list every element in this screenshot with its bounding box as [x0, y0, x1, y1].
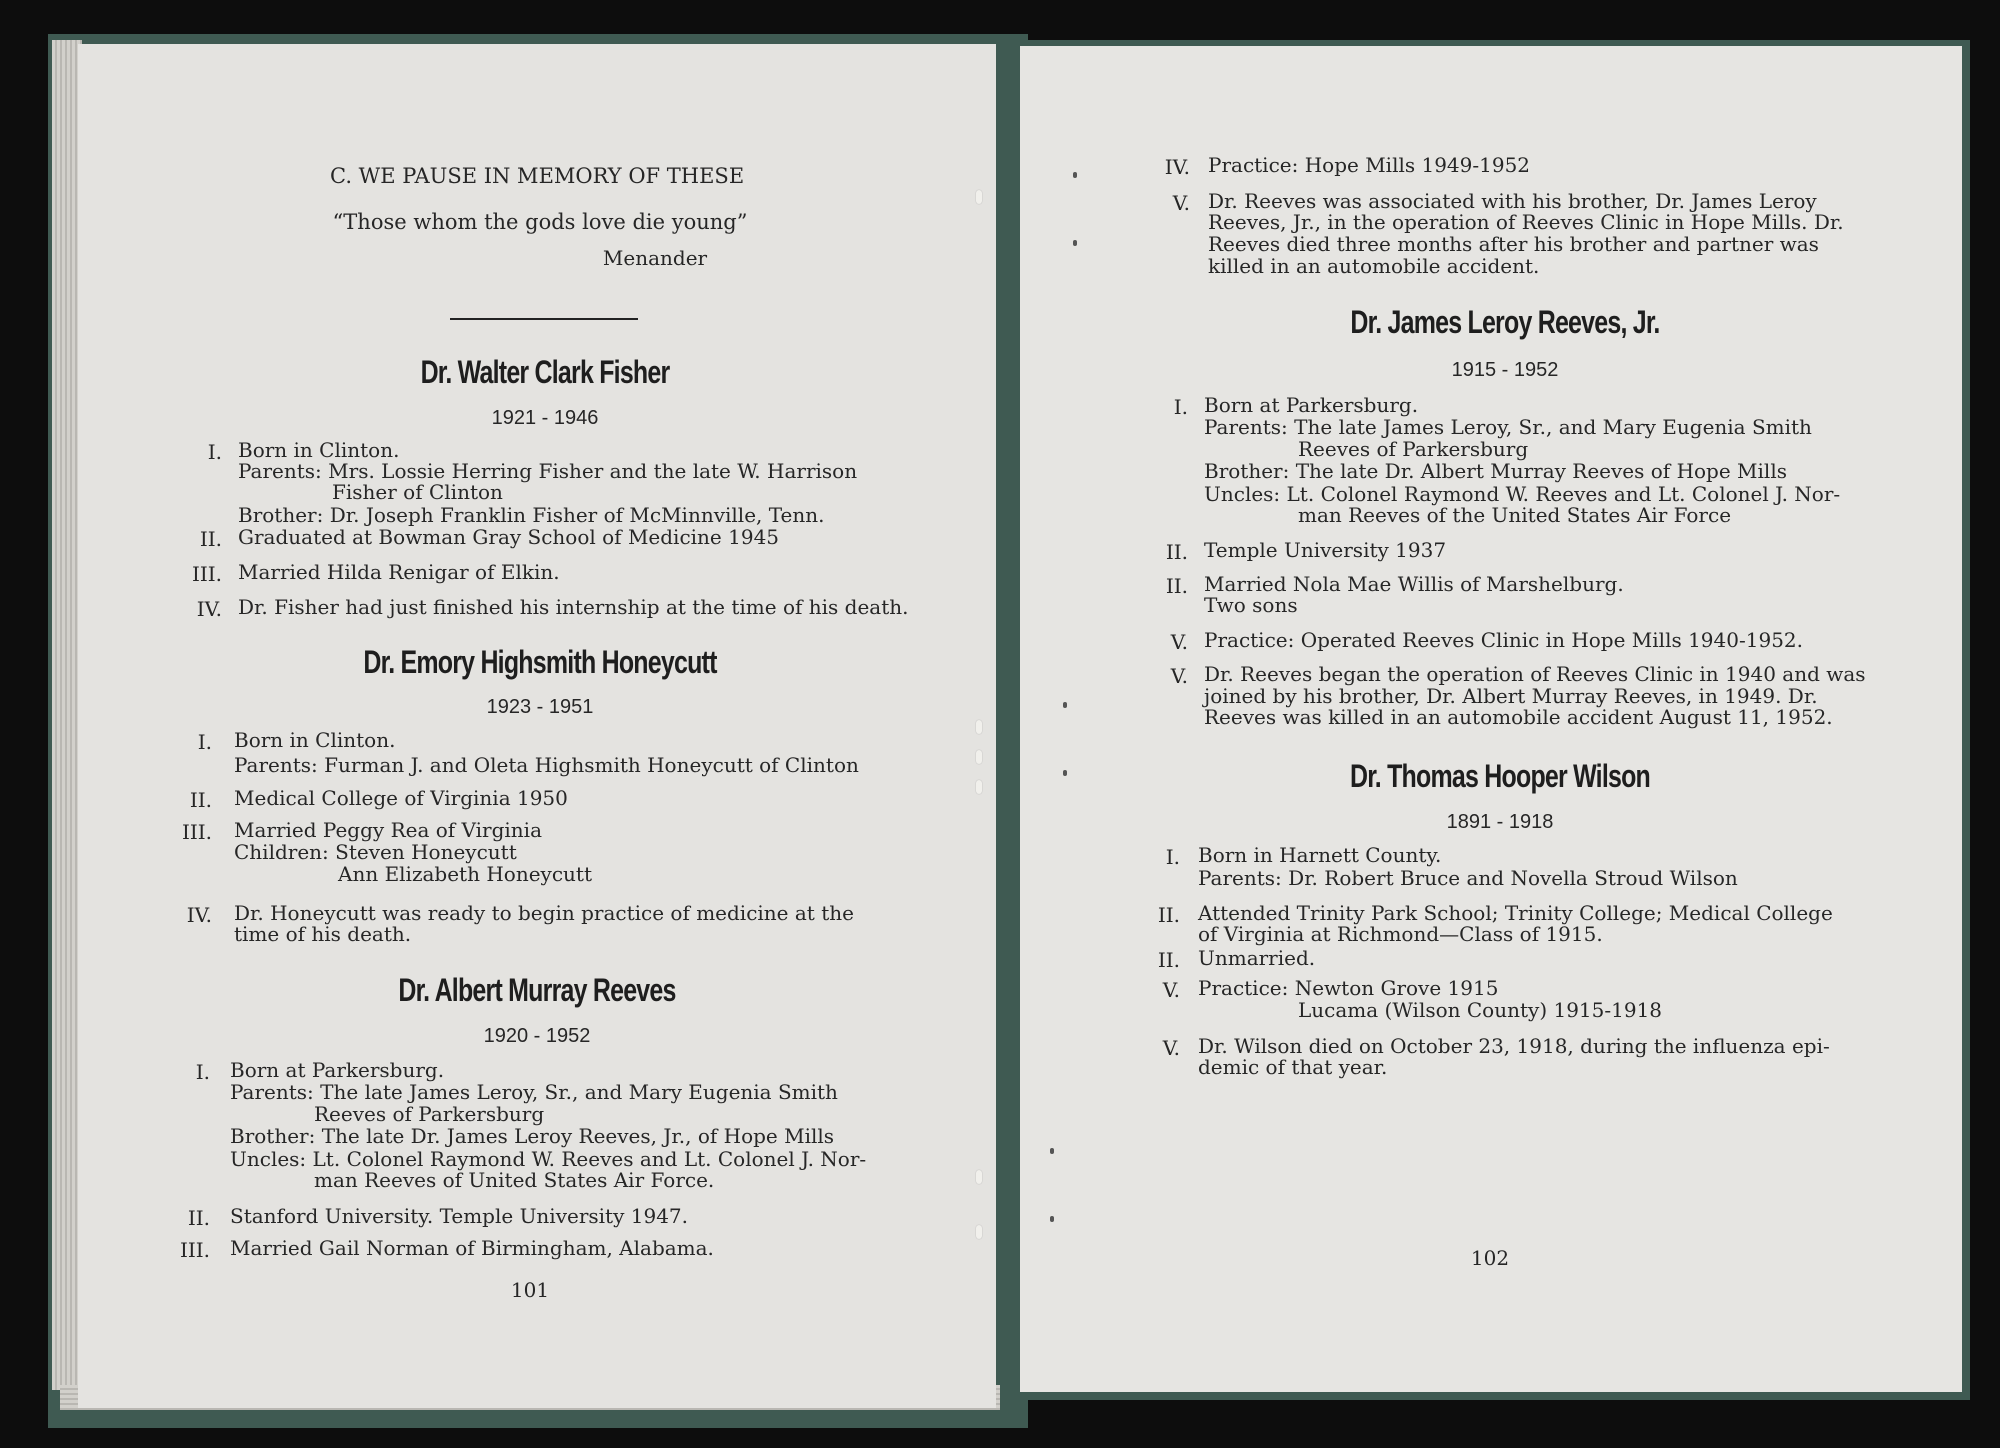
item-numeral: II. [1157, 903, 1180, 927]
item-numeral: I. [207, 440, 222, 464]
item-numeral: III. [179, 1238, 210, 1262]
item-numeral: IV. [186, 903, 212, 927]
item-numeral: II. [199, 527, 222, 551]
item-text: Born in Clinton. [238, 438, 400, 462]
entry-name: Dr. Albert Murray Reeves [398, 972, 676, 1008]
item-text: time of his death. [234, 922, 412, 946]
entry-years: 1891 - 1918 [1446, 811, 1554, 833]
item-text: Uncles: Lt. Colonel Raymond W. Reeves and Lt. Colonel J. Nor- [230, 1147, 867, 1171]
item-text: Unmarried. [1198, 946, 1316, 970]
item-text: man Reeves of the United States Air Force [1298, 503, 1732, 527]
item-text: Graduated at Bowman Gray School of Medicine 1945 [238, 525, 780, 549]
page-number: 101 [510, 1278, 550, 1302]
item-text: Dr. Reeves was associated with his brother, Dr. James Leroy [1208, 189, 1817, 213]
item-text: Uncles: Lt. Colonel Raymond W. Reeves and Lt. Colonel J. Nor- [1204, 482, 1841, 506]
item-text: Children: Steven Honeycutt [234, 840, 517, 864]
item-text: joined by his brother, Dr. Albert Murray Reeves, in 1949. Dr. [1204, 684, 1818, 708]
item-text: Reeves was killed in an automobile accident August 11, 1952. [1204, 705, 1833, 729]
binding-hole [1073, 240, 1077, 246]
binding-hole [1050, 1216, 1054, 1222]
entry-years: 1923 - 1951 [486, 696, 594, 718]
item-text: Practice: Newton Grove 1915 [1198, 976, 1499, 1000]
binding-hole [976, 1225, 982, 1239]
item-text: Dr. Reeves began the operation of Reeves Clinic in 1940 and was [1204, 662, 1866, 686]
item-text: Lucama (Wilson County) 1915-1918 [1298, 998, 1663, 1022]
entry-name: Dr. Thomas Hooper Wilson [1349, 758, 1651, 794]
item-numeral: IV. [196, 597, 222, 621]
epigraph-attribution: Menander [602, 246, 708, 270]
entry-name: Dr. Walter Clark Fisher [420, 354, 670, 390]
item-numeral: II. [1157, 948, 1180, 972]
divider-rule [450, 318, 638, 320]
item-numeral: I. [1165, 845, 1180, 869]
item-text: of Virginia at Richmond—Class of 1915. [1198, 922, 1603, 946]
epigraph-quote: “Those whom the gods love die young” [332, 210, 748, 234]
item-text: Brother: Dr. Joseph Franklin Fisher of McMinnville, Tenn. [238, 503, 825, 527]
item-text: Fisher of Clinton [332, 480, 503, 504]
item-numeral: I. [197, 730, 212, 754]
item-numeral: I. [1173, 395, 1188, 419]
item-text: Married Hilda Renigar of Elkin. [238, 560, 560, 584]
binding-hole [976, 750, 982, 764]
page-number: 102 [1470, 1246, 1510, 1270]
item-text: Married Peggy Rea of Virginia [234, 818, 542, 842]
section-heading: C. WE PAUSE IN MEMORY OF THESE [330, 164, 745, 188]
item-numeral: V. [1172, 191, 1190, 215]
binding-hole [1050, 1148, 1054, 1154]
item-text: Brother: The late Dr. James Leroy Reeves, Jr., of Hope Mills [230, 1124, 835, 1148]
item-text: Reeves, Jr., in the operation of Reeves Clinic in Hope Mills. Dr. [1208, 210, 1844, 234]
item-text: Born at Parkersburg. [1204, 393, 1419, 417]
entry-years: 1920 - 1952 [483, 1025, 591, 1047]
item-text: killed in an automobile accident. [1208, 254, 1540, 278]
binding-hole [976, 780, 982, 794]
item-text: Parents: The late James Leroy, Sr., and Mary Eugenia Smith [230, 1080, 838, 1104]
item-text: Born in Clinton. [234, 728, 396, 752]
binding-hole [976, 1170, 982, 1184]
item-numeral: III. [191, 562, 222, 586]
binding-hole [976, 720, 982, 734]
binding-hole [1063, 770, 1067, 776]
entry-years: 1921 - 1946 [491, 407, 599, 429]
item-numeral: V. [1170, 664, 1188, 688]
item-text: Brother: The late Dr. Albert Murray Reeves of Hope Mills [1204, 459, 1787, 483]
item-numeral: V. [1162, 978, 1180, 1002]
binding-hole [1063, 702, 1067, 708]
item-text: Reeves of Parkersburg [1298, 437, 1529, 461]
binding-hole [1073, 172, 1077, 178]
item-text: Ann Elizabeth Honeycutt [338, 862, 592, 886]
item-text: Married Nola Mae Willis of Marshelburg. [1204, 572, 1624, 596]
entry-name: Dr. Emory Highsmith Honeycutt [363, 644, 717, 680]
item-numeral: II. [187, 1206, 210, 1230]
item-numeral: V. [1170, 630, 1188, 654]
item-text: Parents: Dr. Robert Bruce and Novella Stroud Wilson [1198, 866, 1738, 890]
item-text: Reeves died three months after his brother and partner was [1208, 232, 1819, 256]
item-text: Born in Harnett County. [1198, 843, 1442, 867]
item-text: Medical College of Virginia 1950 [234, 786, 568, 810]
item-text: Parents: Furman J. and Oleta Highsmith Honeycutt of Clinton [234, 753, 859, 777]
item-numeral: II. [1165, 540, 1188, 564]
binding-hole [976, 190, 982, 204]
entry-name: Dr. James Leroy Reeves, Jr. [1350, 304, 1660, 340]
item-numeral: I. [195, 1060, 210, 1084]
item-text: Married Gail Norman of Birmingham, Alabama. [230, 1236, 714, 1260]
item-text: Two sons [1204, 593, 1298, 617]
item-numeral: IV. [1164, 155, 1190, 179]
item-text: Temple University 1937 [1204, 538, 1447, 562]
item-numeral: V. [1162, 1036, 1180, 1060]
item-text: man Reeves of United States Air Force. [314, 1168, 715, 1192]
item-text: Practice: Hope Mills 1949-1952 [1208, 153, 1531, 177]
item-text: Stanford University. Temple University 1947. [230, 1204, 689, 1228]
item-text: demic of that year. [1198, 1055, 1388, 1079]
item-numeral: III. [181, 820, 212, 844]
item-text: Born at Parkersburg. [230, 1058, 445, 1082]
item-text: Parents: Mrs. Lossie Herring Fisher and the late W. Harrison [238, 459, 858, 483]
item-text: Practice: Operated Reeves Clinic in Hope Mills 1940-1952. [1204, 628, 1803, 652]
item-numeral: II. [1165, 574, 1188, 598]
item-numeral: II. [189, 788, 212, 812]
entry-years: 1915 - 1952 [1451, 359, 1559, 381]
item-text: Reeves of Parkersburg [314, 1102, 545, 1126]
item-text: Dr. Honeycutt was ready to begin practice of medicine at the [234, 901, 854, 925]
item-text: Dr. Fisher had just finished his internship at the time of his death. [238, 595, 909, 619]
item-text: Attended Trinity Park School; Trinity College; Medical College [1198, 901, 1833, 925]
item-text: Dr. Wilson died on October 23, 1918, during the influenza epi- [1198, 1034, 1830, 1058]
item-text: Parents: The late James Leroy, Sr., and Mary Eugenia Smith [1204, 415, 1812, 439]
